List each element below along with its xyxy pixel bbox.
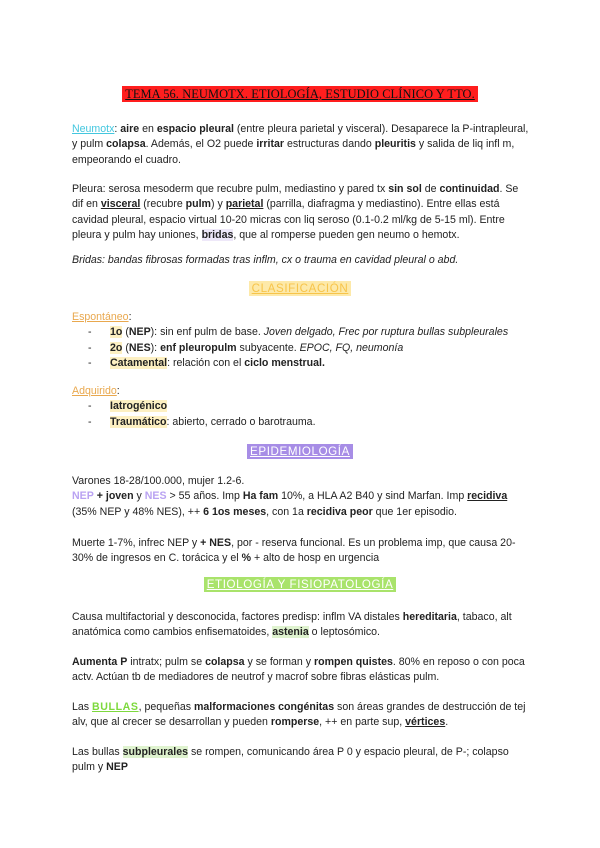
bridas-note: Bridas: bandas fibrosas formadas tras inflm, cx o trauma en cavidad pleural o abd. — [72, 254, 459, 266]
etio-paragraph-3: Las BULLAS, pequeñas malformaciones congénitas son áreas grandes de destrucción de tej alv, que al crecer se desarrollan y pueden romperse, ++ en parte sup, vértices. — [72, 701, 526, 729]
list-item: - 2o (NES): enf pleuropulm subyacente. EPOC, FQ, neumonía — [72, 341, 532, 356]
document-title — [0, 87, 600, 102]
intro-paragraph: Neumotx: aire en espacio pleural (entre pleura parietal y visceral). Desaparece la P-intrapleural, y pulm colapsa. Además, el O2 puede irritar estructuras dando pleuritis y salida de liq infl m, empeorando el cuadro. — [72, 123, 529, 166]
list-item: - Traumático: abierto, cerrado o barotrauma. — [72, 415, 532, 430]
list-item: - Iatrogénico — [72, 399, 532, 414]
etio-paragraph-1: Causa multifactorial y desconocida, factores predisp: inflm VA distales hereditaria, tabaco, alt anatómica como cambios enfisematoides, astenia o leptosómico. — [72, 611, 512, 639]
espontaneo-block: Espontáneo: - 1o (NEP): sin enf pulm de base. Joven delgado, Frec por ruptura bullas subpleurales - 2o (NES): enf pleuropulm subyacente. EPOC, FQ, neumonía - Catamental: relación con el ciclo menstrual. — [72, 310, 532, 372]
adquirido-heading: Adquirido — [72, 385, 117, 397]
epid-mortality: Muerte 1-7%, infrec NEP y + NES, por - reserva funcional. Es un problema imp, que causa 20-30% de ingresos en C. torácica y el % + alto de hosp en urgencia — [72, 537, 516, 565]
term-neumotx: Neumotx — [72, 123, 115, 135]
section-clasificacion-label: CLASIFICACIÓN — [249, 281, 352, 296]
title-text: TEMA 56. NEUMOTX. ETIOLOGÍA, ESTUDIO CLÍNICO Y TTO. — [122, 86, 478, 102]
section-epidemiologia — [0, 445, 600, 458]
pleura-paragraph: Pleura: serosa mesoderm que recubre pulm, mediastino y pared tx sin sol de continuidad. Se dif en visceral (recubre pulm) y parietal (parrilla, diafragma y mediastino). Entre ellas está cavidad pleural, espacio virtual 10-20 micras con liq seroso (0.1-0.2 ml/kg de 5-15 ml). Entre pleura y pulm hay uniones, bridas, que al romperse pueden gen neumo o hemotx. — [72, 183, 519, 242]
section-etiologia — [0, 578, 600, 591]
epid-block — [72, 474, 532, 520]
section-clasificacion — [0, 282, 600, 295]
etio-paragraph-2: Aumenta P intratx; pulm se colapsa y se forman y rompen quistes. 80% en reposo o con poca actv. Actúan tb de mediadores de neutrof y macrof sobre fibras elásticas pulm. — [72, 656, 525, 684]
epid-line-2: NEP + joven y NES > 55 años. Imp Ha fam 10%, a HLA A2 B40 y sind Marfan. Imp recidiva (35% NEP y 48% NES), ++ 6 1os meses, con 1a recidiva peor que 1er episodio. — [72, 490, 508, 518]
adquirido-block: Adquirido: - Iatrogénico - Traumático: abierto, cerrado o barotrauma. — [72, 384, 532, 430]
espontaneo-list — [72, 325, 532, 371]
espontaneo-heading: Espontáneo — [72, 311, 129, 323]
list-item: - 1o (NEP): sin enf pulm de base. Joven delgado, Frec por ruptura bullas subpleurales — [72, 325, 532, 340]
section-etiologia-label: ETIOLOGÍA Y FISIOPATOLOGÍA — [204, 577, 397, 592]
etio-paragraph-4: Las bullas subpleurales se rompen, comunicando área P 0 y espacio pleural, de P-; colapso pulm y NEP — [72, 746, 509, 774]
list-item: - Catamental: relación con el ciclo menstrual. — [72, 356, 532, 371]
adquirido-list — [72, 399, 532, 430]
term-bullas: BULLAS — [92, 701, 139, 713]
epid-line-1: Varones 18-28/100.000, mujer 1.2-6. — [72, 475, 245, 487]
section-epidemiologia-label: EPIDEMIOLOGÍA — [247, 444, 353, 459]
